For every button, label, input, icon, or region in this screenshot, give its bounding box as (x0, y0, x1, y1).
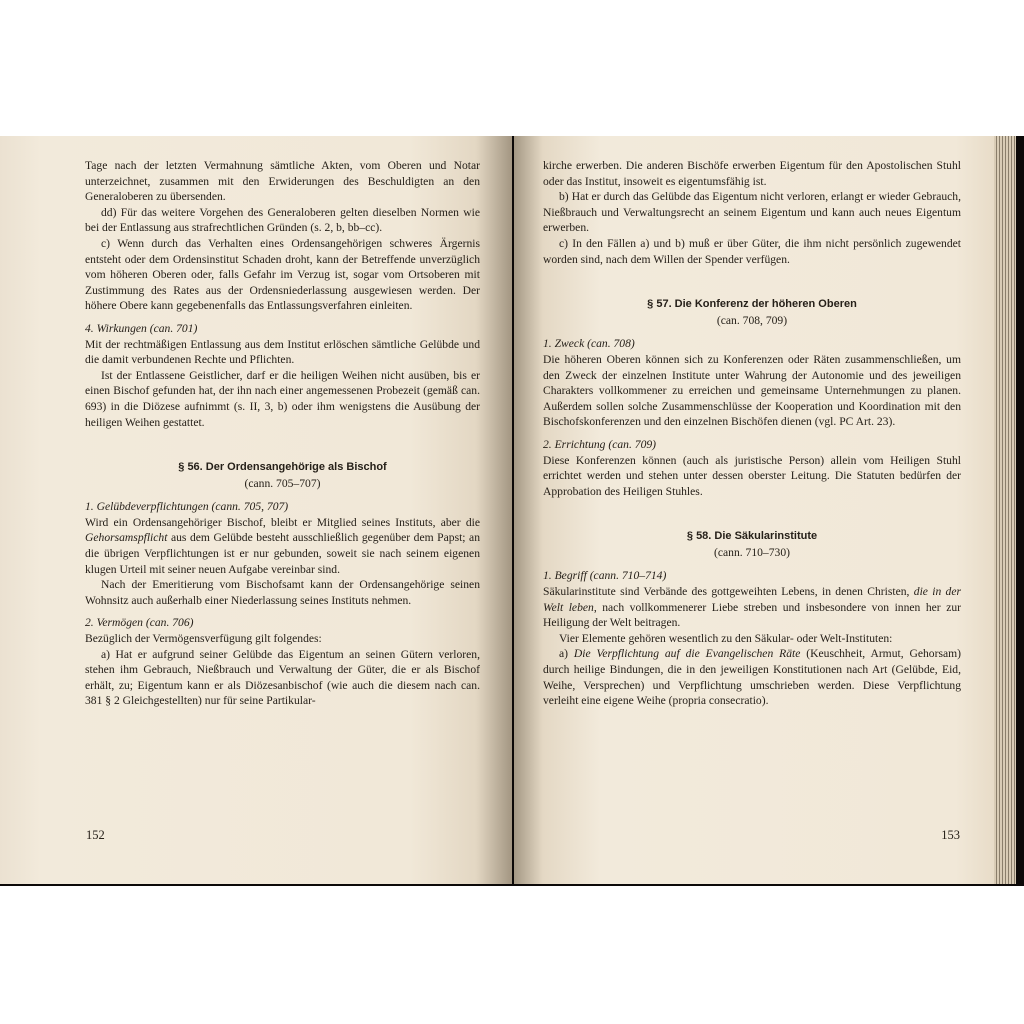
left-page (0, 136, 512, 884)
paragraph: Tage nach der letzten Vermahnung sämtliche Akten, vom Oberen und Notar unterzeichnet, zusammen mit den Erwiderungen des Beschuldigten an den Generaloberen zu übersenden. (85, 159, 480, 204)
paragraph (543, 584, 961, 631)
paragraph: kirche erwerben. Die anderen Bischöfe erwerben Eigentum für den Apostolischen Stuhl oder das Institut, insoweit es eigentumsfähig ist. (543, 159, 961, 188)
section-title: § 57. Die Konferenz der höheren Oberen (647, 298, 857, 311)
paragraph: b) Hat er durch das Gelübde das Eigentum nicht verloren, erlangt er wieder Gebrauch, Nießbrauch und Verwaltungsrecht an seinem Eigentum und kann auch neues Eigentum erwerben. (543, 190, 961, 235)
paragraph: Bezüglich der Vermögensverfügung gilt folgendes: (85, 632, 322, 646)
section-canons: (cann. 710–730) (714, 545, 790, 559)
subsection-heading: 2. Errichtung (can. 709) (543, 437, 657, 451)
subsection-heading: 1. Begriff (cann. 710–714) (543, 569, 667, 583)
text-run: aus dem Gelübde besteht ausschließlich gegenüber dem Papst; an die übrigen Verpflichtungen ist er nur gebunden, soweit sie nach seinem eigenen klugen Urteil mit seiner neuen Aufgabe vereinbar sind. (85, 531, 480, 576)
page-number: 153 (941, 828, 960, 843)
paragraph: c) In den Fällen a) und b) muß er über Güter, die ihm nicht persönlich zugewendet worden sind, nach dem Willen der Spender verfügen. (543, 236, 961, 266)
text-run: (Keuschheit, Armut, Gehorsam) durch heilige Bindungen, die in den jeweiligen Konstitutionen nach Art (Gelübde, Eid, Weihe, Versprechen) und Verpflichtung umschrieben werden. Diese Verpflichtung verleiht eine eigene Weihe (propria consecratio). (543, 647, 962, 708)
right-page (514, 136, 994, 884)
paragraph (543, 646, 961, 708)
paragraph: Diese Konferenzen können (auch als juristische Person) allein vom Heiligen Stuhl errichtet werden und stehen unter dessen oberster Leitung. Die Statuten bedürfen der Approbation des Heiligen Stuhles. (543, 453, 961, 498)
page-edges (994, 136, 1016, 884)
paragraph: Die höheren Oberen können sich zu Konferenzen oder Räten zusammenschließen, um den Zweck der einzelnen Institute unter Wahrung der Autonomie und des jeweiligen Charakters vollkommener zu erreichen und gemeinsame Unternehmungen zu planen. Außerdem sollen solche Zusammenschlüsse der Kooperation und Koordination mit den Bischofskonferenzen und den einzelnen Bischöfen dienen (vgl. PC Art. 23). (543, 352, 961, 429)
text-run: Wird ein Ordensangehöriger Bischof, bleibt er Mitglied seines Instituts, aber die (85, 515, 480, 529)
subsection-heading: 1. Gelübdeverpflichtungen (cann. 705, 707) (85, 500, 289, 514)
paragraph: dd) Für das weitere Vorgehen des Generaloberen gelten dieselben Normen wie bei der Entlassung aus strafrechtlichen Gründen (s. 2, b, bb–cc). (85, 205, 480, 235)
paragraph: Vier Elemente gehören wesentlich zu den Säkular- oder Welt-Instituten: (559, 631, 893, 645)
text-run: a) (559, 647, 574, 661)
open-book (0, 136, 1024, 886)
section-canons: (cann. 705–707) (244, 476, 321, 490)
paragraph: c) Wenn durch das Verhalten eines Ordensangehörigen schweres Ärgernis entsteht oder dem Ordensinstitut Schaden droht, kann der Betreffende unverzüglich vom höheren Oberen oder, falls Gefahr im Verzug ist, sogar vom Ortsoberen mit Zustimmung des Rates aus der Ordensniederlassung ausgewiesen werden. Der höhere Obere kann gegebenenfalls das Entlassungsverfahren einleiten. (85, 236, 480, 313)
text-run: , nach vollkommenerer Liebe streben und insbesondere von innen her zur Heiligung der Welt beitragen. (543, 600, 961, 630)
page-number: 152 (86, 828, 105, 843)
section-title: § 58. Die Säkularinstitute (686, 530, 818, 543)
section-title: § 56. Der Ordensangehörige als Bischof (178, 461, 387, 474)
text-run: Säkularinstitute sind Verbände des gottgeweihten Lebens, in denen Christen, (543, 585, 914, 599)
paragraph (85, 515, 480, 577)
section-canons: (can. 708, 709) (716, 313, 788, 327)
paragraph: a) Hat er aufgrund seiner Gelübde das Eigentum an seinen Gütern verloren, stehen ihm Gebrauch, Nießbrauch und Verwaltung der Güter, die er als Bischof erhält, zu; Eigentum kann er als Diözesanbischof (wie auch die diesem nach can. 381 § 2 Gleichgestellten) nur für seine Partikular- (85, 647, 480, 708)
emphasis-text: Die Verpflichtung auf die Evangelischen Räte (573, 647, 801, 661)
paragraph: Mit der rechtmäßigen Entlassung aus dem Institut erlöschen sämtliche Gelübde und die damit verbundenen Rechte und Pflichten. (85, 337, 480, 367)
subsection-heading: 1. Zweck (can. 708) (543, 337, 635, 351)
emphasis-text: Gehorsamspflicht (85, 531, 168, 545)
paragraph: Nach der Emeritierung vom Bischofsamt kann der Ordensangehörige seinen Wohnsitz auch außerhalb einer Niederlassung seines Instituts nehmen. (85, 578, 480, 607)
subsection-heading: 4. Wirkungen (can. 701) (85, 321, 198, 335)
emphasis-text: die in der Welt leben (543, 585, 962, 614)
subsection-heading: 2. Vermögen (can. 706) (85, 616, 194, 630)
paragraph: Ist der Entlassene Geistlicher, darf er die heiligen Weihen nicht ausüben, bis er einen Bischof gefunden hat, der ihn nach einer angemessenen Probezeit (gemäß can. 693) in die Diözese aufnimmt (s. II, 3, b) oder ihm wenigstens die Ausübung der heiligen Weihen gestattet. (85, 368, 480, 429)
